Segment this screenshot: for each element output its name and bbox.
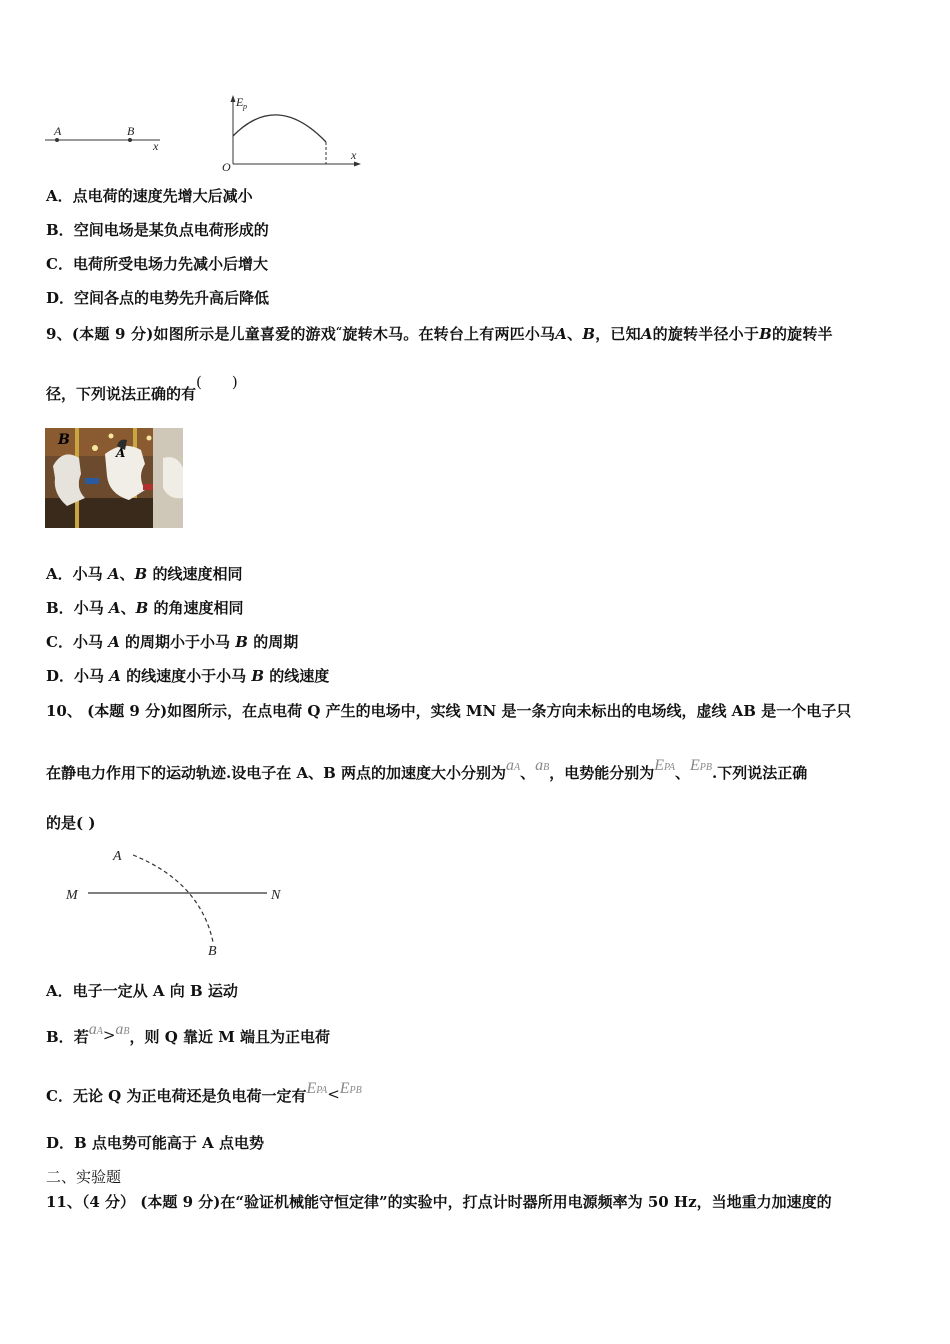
q10-option-b bbox=[46, 1021, 331, 1050]
var-b: B bbox=[135, 599, 149, 617]
q9-stem-line1 bbox=[46, 322, 833, 344]
option-post: 的角速度相同 bbox=[148, 599, 244, 617]
q9-stem-end: 的旋转半 bbox=[771, 325, 833, 343]
point-a-label: A bbox=[113, 849, 122, 864]
separator: 、 bbox=[567, 325, 583, 343]
accel-a-symbol: aA bbox=[88, 1021, 103, 1038]
option-text: 点电荷的速度先增大后减小 bbox=[72, 187, 253, 205]
q9-option-c bbox=[46, 632, 298, 652]
energy-a-symbol: EPA bbox=[654, 757, 675, 774]
x-axis-label: x bbox=[351, 148, 357, 162]
q10-option-a bbox=[46, 981, 238, 1001]
q10-stem-line1: 10、 (本题 9 分)如图所示，在点电荷 Q 产生的电场中，实线 MN 是一条方向未标出的电场线，虚线 AB 是一个电子只 bbox=[46, 702, 852, 720]
option-pre: 小马 bbox=[72, 565, 108, 583]
q10-line2-d: 、 bbox=[674, 764, 690, 782]
q10-line2-a: 在静电力作用下的运动轨迹.设电子在 A、B 两点的加速度大小分别为 bbox=[46, 764, 506, 782]
var-b: B bbox=[235, 633, 248, 651]
q8-option-b bbox=[46, 220, 269, 240]
q10-line2-e: .下列说法正确 bbox=[711, 764, 808, 782]
ep-axis-subscript: p bbox=[243, 102, 247, 111]
option-mid: 的周期小于小马 bbox=[119, 633, 236, 651]
energy-b-symbol: EPB bbox=[689, 757, 712, 774]
separator: 、 bbox=[120, 599, 136, 617]
accel-b-symbol: aB bbox=[115, 1021, 130, 1038]
option-pre: 若 bbox=[73, 1028, 89, 1046]
carousel-photo bbox=[45, 428, 183, 528]
q10-stem-line2 bbox=[46, 757, 808, 786]
field-line-figure bbox=[60, 842, 300, 962]
less-than: < bbox=[327, 1085, 340, 1103]
var-a: A bbox=[109, 667, 121, 685]
accel-b-symbol: aB bbox=[535, 757, 550, 774]
option-text: 空间电场是某负点电荷形成的 bbox=[73, 221, 269, 239]
q8-option-c bbox=[46, 254, 268, 274]
var-b: B bbox=[759, 325, 772, 343]
q9-stem-mid: ，已知 bbox=[595, 325, 641, 343]
option-post: 的线速度 bbox=[264, 667, 330, 685]
option-key: D． bbox=[46, 289, 75, 307]
option-key: C． bbox=[46, 255, 73, 273]
x-axis-label: x bbox=[153, 139, 159, 153]
q11-stem-line1: 11、（4 分） (本题 9 分)在“验证机械能守恒定律”的实验中，打点计时器所用电源频率为 50 Hz，当地重力加速度的 bbox=[46, 1193, 832, 1211]
separator: 、 bbox=[119, 565, 135, 583]
option-key: B． bbox=[46, 221, 74, 239]
greater-than: > bbox=[102, 1026, 116, 1044]
option-key: B． bbox=[46, 1028, 74, 1046]
option-post: ，则 Q 靠近 M 端且为正电荷 bbox=[129, 1028, 331, 1046]
var-a: A bbox=[640, 325, 653, 343]
ep-axis-label: E bbox=[236, 95, 244, 109]
ep-graph-figure bbox=[215, 92, 365, 174]
option-key: B． bbox=[46, 599, 74, 617]
var-a: A bbox=[555, 325, 568, 343]
quote-mark: “ bbox=[335, 325, 343, 338]
var-b: B bbox=[582, 325, 596, 343]
q10-stem-line3: 的是( ) bbox=[46, 814, 96, 832]
energy-b-symbol: EPB bbox=[339, 1080, 362, 1097]
q10-line2-c: ，电势能分别为 bbox=[549, 764, 655, 782]
option-key: A． bbox=[46, 565, 73, 583]
point-m-label: M bbox=[66, 888, 78, 903]
q9-stem-prefix: 9、(本题 9 分)如图所示是儿童喜爱的游戏 bbox=[46, 325, 336, 343]
point-b-label: B bbox=[208, 944, 217, 959]
q9-option-b bbox=[46, 598, 244, 618]
q10-option-d bbox=[46, 1133, 264, 1153]
section-title: 二、实验题 bbox=[46, 1168, 122, 1186]
q9-stem-line2-text: 径，下列说法正确的有 bbox=[46, 385, 197, 403]
option-key: C． bbox=[46, 1087, 73, 1105]
option-pre: 无论 Q 为正电荷还是负电荷一定有 bbox=[72, 1087, 307, 1105]
point-n-label: N bbox=[271, 888, 281, 903]
horse-b-label: B bbox=[58, 432, 70, 448]
point-b-label: B bbox=[127, 124, 135, 138]
q8-option-a bbox=[46, 186, 253, 206]
q9-option-d bbox=[46, 666, 329, 686]
option-text: 电荷所受电场力先减小后增大 bbox=[72, 255, 268, 273]
q9-stem-line2 bbox=[46, 373, 238, 404]
option-text: 空间各点的电势先升高后降低 bbox=[74, 289, 270, 307]
answer-paren: ( ) bbox=[196, 373, 238, 391]
var-a: A bbox=[108, 633, 120, 651]
option-pre: 小马 bbox=[72, 633, 109, 651]
q9-stem-mid2: 的旋转半径小于 bbox=[652, 325, 760, 343]
option-key: C． bbox=[46, 633, 73, 651]
q9-option-a bbox=[46, 564, 242, 584]
var-b: B bbox=[251, 667, 265, 685]
option-mid: 的线速度小于小马 bbox=[120, 667, 252, 685]
q10-option-c bbox=[46, 1080, 362, 1109]
origin-label: O bbox=[222, 160, 231, 174]
option-text: B 点电势可能高于 A 点电势 bbox=[74, 1134, 264, 1152]
option-post: 的线速度相同 bbox=[147, 565, 243, 583]
option-pre: 小马 bbox=[74, 667, 110, 685]
var-b: B bbox=[134, 565, 148, 583]
q8-option-d bbox=[46, 288, 269, 308]
option-text: 电子一定从 A 向 B 运动 bbox=[72, 982, 238, 1000]
point-a-label: A bbox=[54, 124, 62, 138]
option-key: A． bbox=[46, 187, 73, 205]
line-axis-figure bbox=[40, 120, 170, 155]
horse-a-label: A bbox=[116, 446, 126, 460]
option-key: A． bbox=[46, 982, 73, 1000]
var-a: A bbox=[108, 599, 121, 617]
accel-a-symbol: aA bbox=[506, 757, 521, 774]
energy-a-symbol: EPA bbox=[306, 1080, 328, 1097]
var-a: A bbox=[107, 565, 120, 583]
option-key: D． bbox=[46, 667, 75, 685]
option-post: 的周期 bbox=[247, 633, 299, 651]
q10-line2-b: 、 bbox=[520, 764, 536, 782]
q9-stem-rest: 旋转木马。在转台上有两匹小马 bbox=[342, 325, 556, 343]
option-pre: 小马 bbox=[73, 599, 109, 617]
option-key: D． bbox=[46, 1134, 75, 1152]
